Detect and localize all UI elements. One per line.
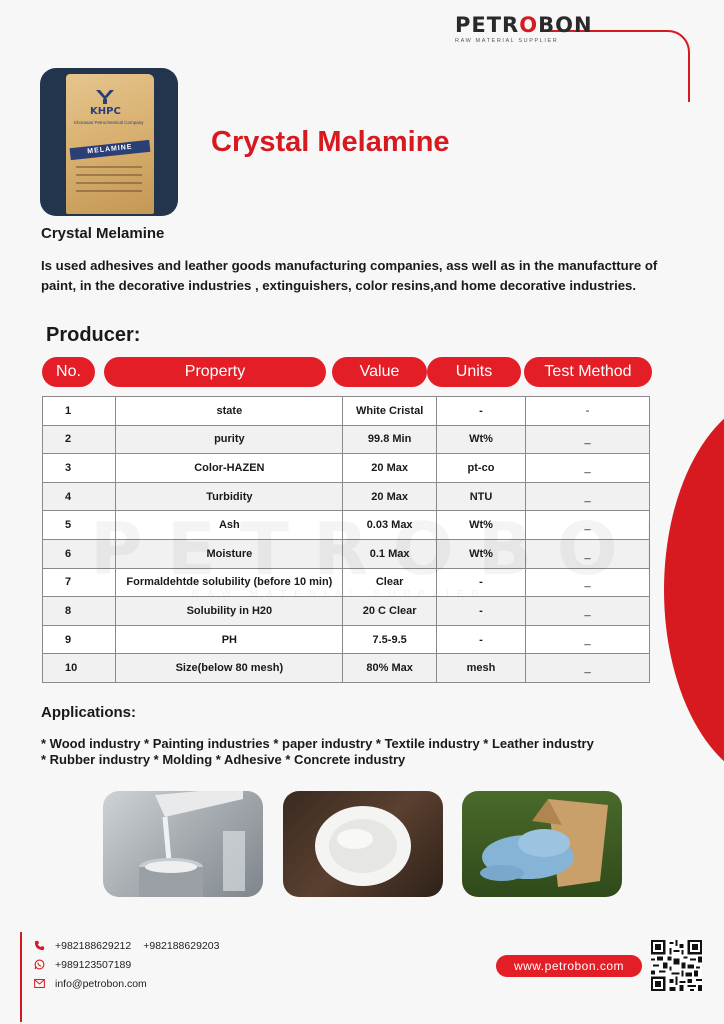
bag-print-lines <box>76 166 142 198</box>
website-link[interactable]: www.petrobon.com <box>496 955 642 977</box>
khpc-logo-icon <box>94 88 116 104</box>
cell-value: Clear <box>343 568 436 597</box>
cell-test-method: _ <box>526 454 650 483</box>
cell-value: 20 C Clear <box>343 597 436 626</box>
cell-no: 9 <box>43 625 116 654</box>
header-no: No. <box>42 357 95 387</box>
cell-value: 20 Max <box>343 454 436 483</box>
whatsapp-number[interactable]: +989123507189 <box>55 958 132 971</box>
table-row <box>43 511 650 540</box>
cell-no: 3 <box>43 454 116 483</box>
page-title: Crystal Melamine <box>211 126 450 158</box>
cell-unit: - <box>436 625 525 654</box>
cell-value: 80% Max <box>343 654 436 683</box>
cell-unit: - <box>436 397 525 426</box>
contact-block <box>34 936 219 993</box>
qr-code-icon[interactable] <box>651 940 702 991</box>
melamine-plate-photo <box>283 791 443 897</box>
table-row <box>43 397 650 426</box>
cell-no: 4 <box>43 482 116 511</box>
cell-unit: Wt% <box>436 511 525 540</box>
email-icon <box>34 979 45 988</box>
cell-property: Size(below 80 mesh) <box>116 654 343 683</box>
cell-no: 5 <box>43 511 116 540</box>
paint-can-illustration <box>103 791 263 897</box>
bag-image <box>66 74 154 214</box>
white-plate-illustration <box>283 791 443 897</box>
logo-tagline: RAW MATERIAL SUPPLIER <box>455 38 559 44</box>
logo-part2: BON <box>538 13 593 37</box>
cell-test-method: _ <box>526 625 650 654</box>
phone-number-2[interactable]: +982188629203 <box>143 939 220 952</box>
paint-can-photo <box>103 791 263 897</box>
cell-unit: - <box>436 568 525 597</box>
cell-value: 0.1 Max <box>343 539 436 568</box>
cell-property: purity <box>116 425 343 454</box>
producer-heading: Producer: <box>46 324 141 346</box>
cell-value: 20 Max <box>343 482 436 511</box>
cell-unit: NTU <box>436 482 525 511</box>
cell-property: Moisture <box>116 539 343 568</box>
cell-no: 8 <box>43 597 116 626</box>
logo-o: O <box>519 13 539 37</box>
applications-list <box>41 736 681 768</box>
table-row <box>43 654 650 683</box>
bag-product-band: MELAMINE <box>70 140 151 160</box>
table-row <box>43 597 650 626</box>
cell-property: Turbidity <box>116 482 343 511</box>
logo-wordmark <box>455 13 635 37</box>
table-row <box>43 482 650 511</box>
cell-test-method: _ <box>526 425 650 454</box>
table-row <box>43 425 650 454</box>
fertilizer-sack-photo <box>462 791 622 897</box>
bag-brand: KHPC <box>90 106 121 117</box>
cell-test-method: _ <box>526 654 650 683</box>
phone-number-1[interactable]: +982188629212 <box>55 939 132 952</box>
applications-line-2: * Rubber industry * Molding * Adhesive * Concrete industry <box>41 752 406 767</box>
cell-unit: Wt% <box>436 425 525 454</box>
cell-property: Formaldehtde solubility (before 10 min) <box>116 568 343 597</box>
header-property: Property <box>104 357 326 387</box>
phone-row <box>34 936 219 955</box>
cell-value: 0.03 Max <box>343 511 436 540</box>
cell-unit: - <box>436 597 525 626</box>
cell-unit: Wt% <box>436 539 525 568</box>
cell-value: 7.5-9.5 <box>343 625 436 654</box>
product-description: Is used adhesives and leather goods manufacturing companies, ass well as in the manufactture of paint, in the decorative industries , extinguishers, color resins,and home decorative industries. <box>41 258 658 293</box>
cell-no: 7 <box>43 568 116 597</box>
applications-heading: Applications: <box>41 704 137 721</box>
cell-unit: pt-co <box>436 454 525 483</box>
product-bag-photo <box>40 68 178 216</box>
cell-no: 2 <box>43 425 116 454</box>
cell-test-method: _ <box>526 568 650 597</box>
decorative-red-arc <box>664 395 724 785</box>
cell-test-method: - <box>526 397 650 426</box>
cell-no: 10 <box>43 654 116 683</box>
whatsapp-row <box>34 955 219 974</box>
product-caption: Crystal Melamine <box>41 225 165 242</box>
cell-test-method: _ <box>526 482 650 511</box>
cell-value: White Cristal <box>343 397 436 426</box>
email-address[interactable]: info@petrobon.com <box>55 977 147 990</box>
cell-no: 6 <box>43 539 116 568</box>
cell-property: PH <box>116 625 343 654</box>
cell-property: Solubility in H20 <box>116 597 343 626</box>
cell-property: Color-HAZEN <box>116 454 343 483</box>
table-row <box>43 568 650 597</box>
table-row <box>43 539 650 568</box>
petrobon-logo <box>455 13 635 44</box>
header-units: Units <box>427 357 521 387</box>
cell-property: Ash <box>116 511 343 540</box>
phone-icon <box>34 940 45 951</box>
sack-granules-illustration <box>462 791 622 897</box>
header-test-method: Test Method <box>524 357 652 387</box>
cell-property: state <box>116 397 343 426</box>
email-row <box>34 974 219 993</box>
cell-no: 1 <box>43 397 116 426</box>
cell-test-method: _ <box>526 539 650 568</box>
cell-unit: mesh <box>436 654 525 683</box>
properties-table <box>42 396 650 683</box>
table-row <box>43 625 650 654</box>
whatsapp-icon <box>34 959 45 970</box>
bag-company: Khorasan Petrochemical Company <box>74 120 144 125</box>
header-value: Value <box>332 357 427 387</box>
applications-line-1: * Wood industry * Painting industries * paper industry * Textile industry * Leather industry <box>41 736 594 751</box>
logo-part1: PETR <box>455 13 520 37</box>
table-row <box>43 454 650 483</box>
cell-test-method: _ <box>526 597 650 626</box>
cell-value: 99.8 Min <box>343 425 436 454</box>
cell-test-method: _ <box>526 511 650 540</box>
